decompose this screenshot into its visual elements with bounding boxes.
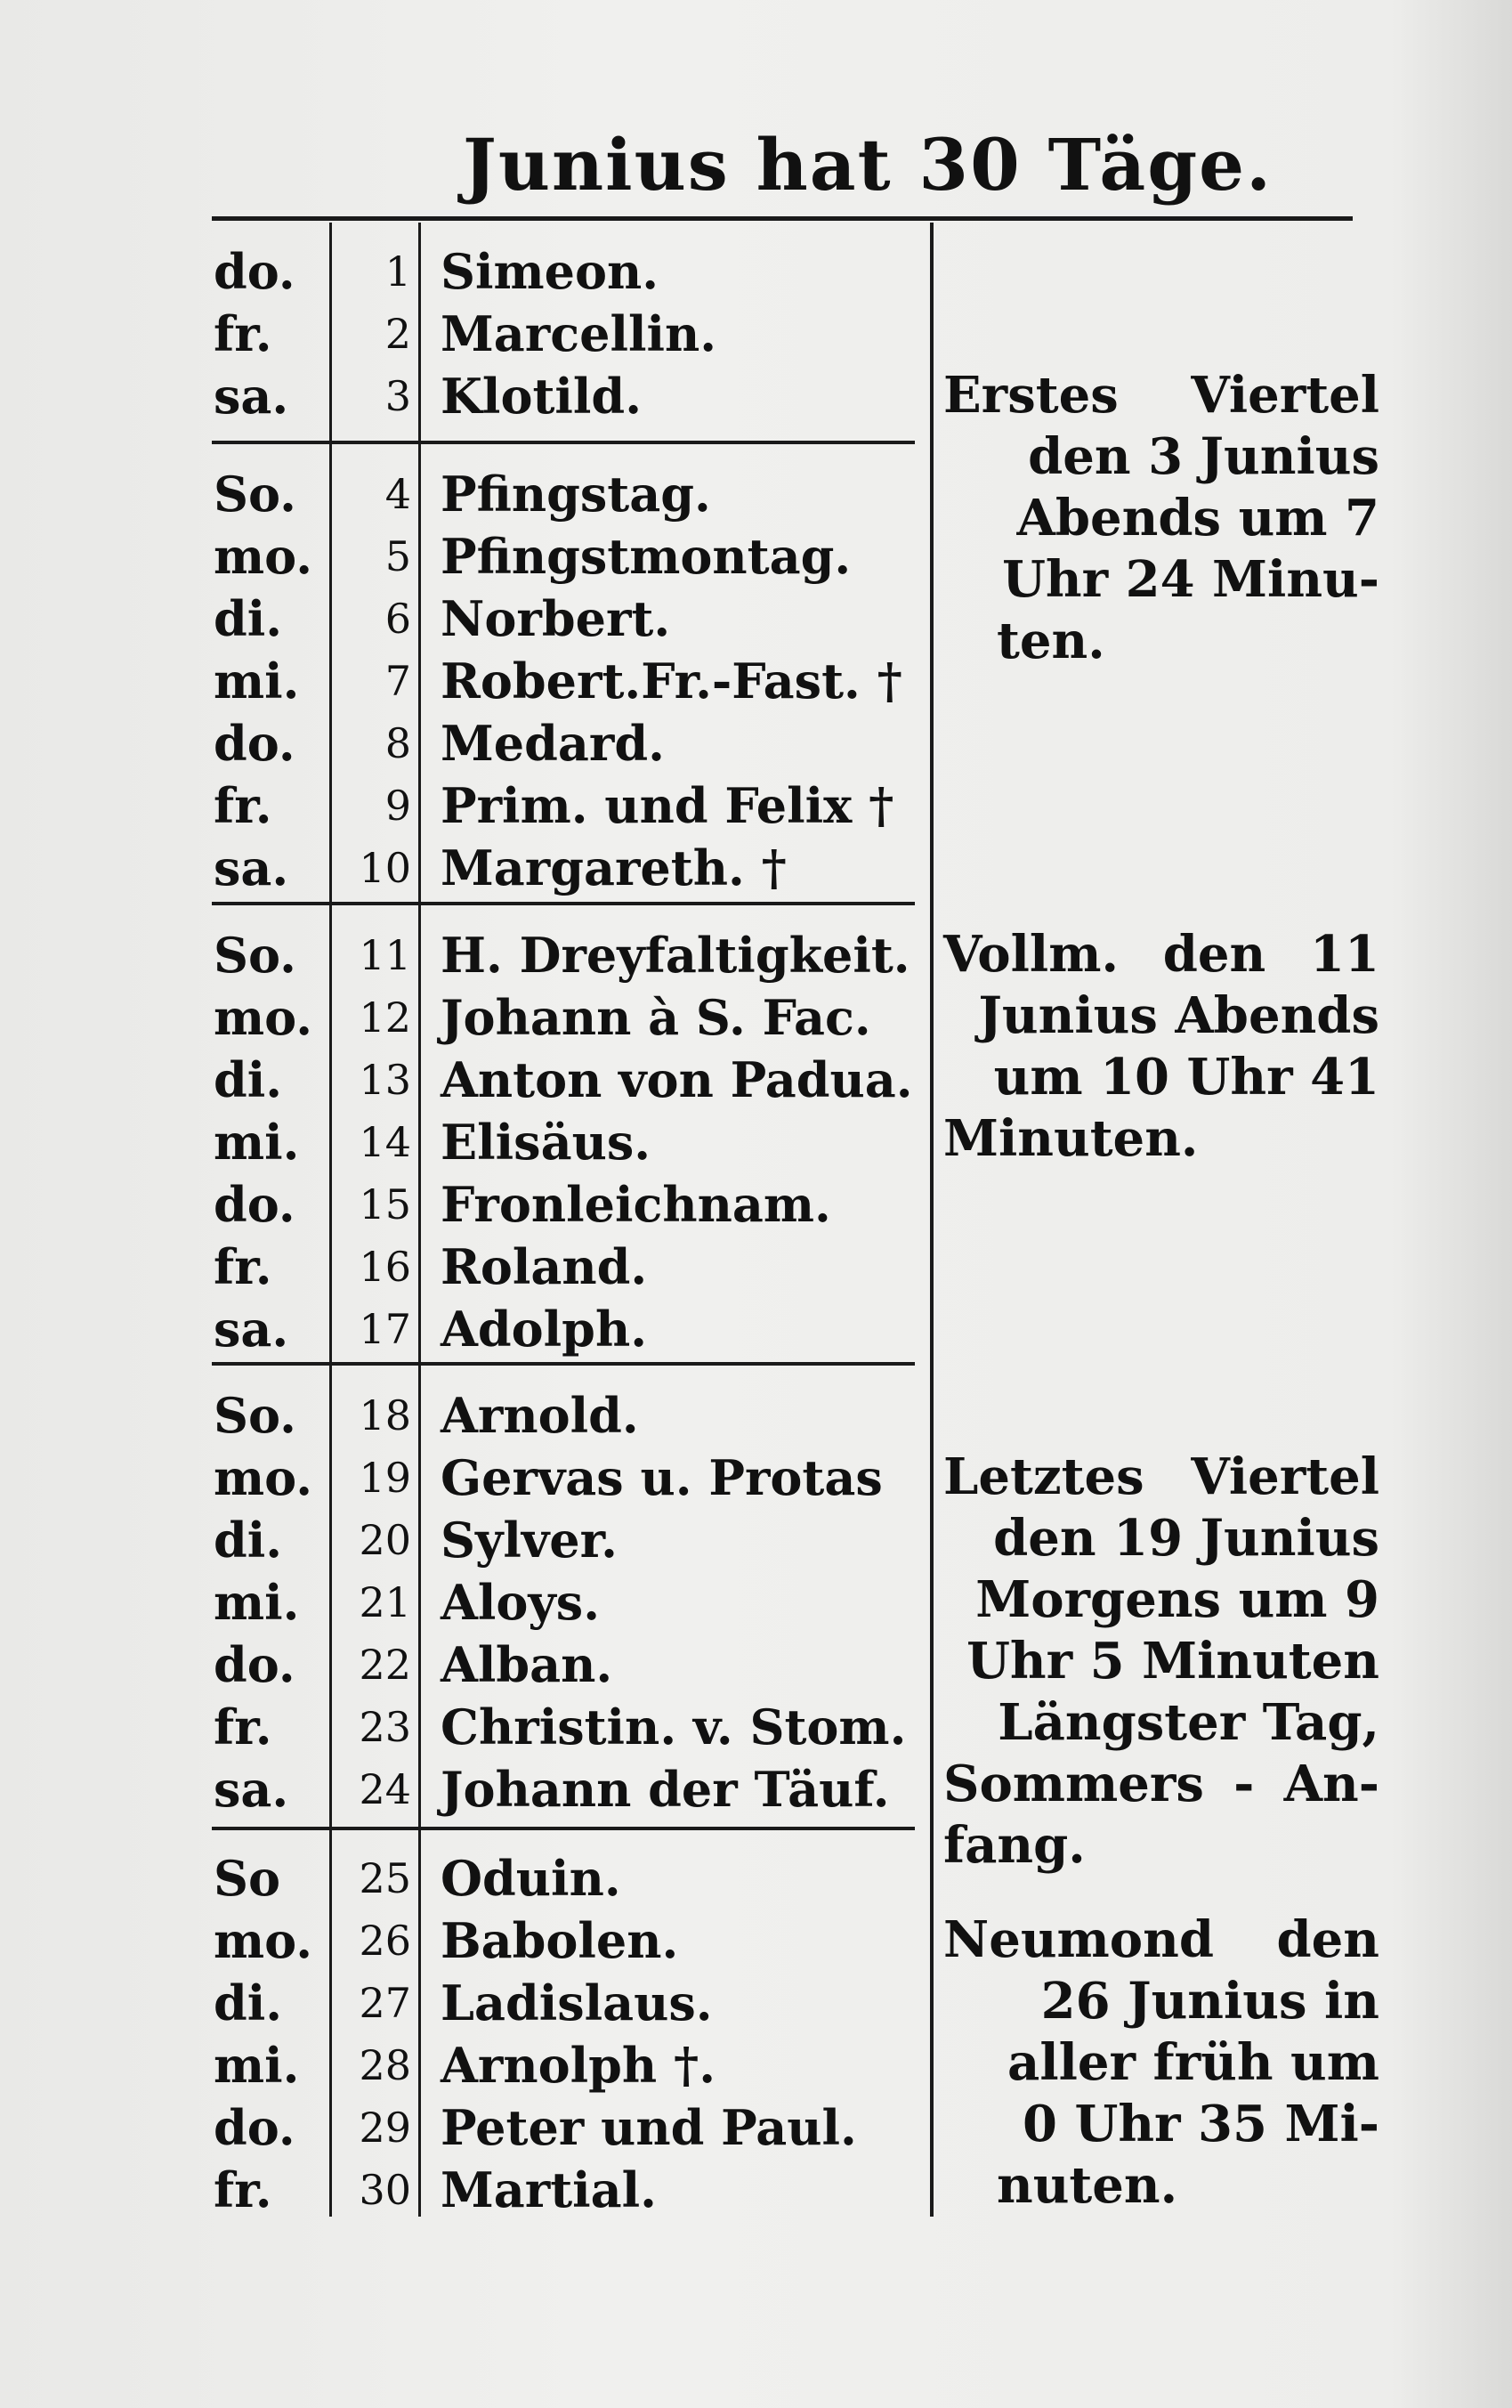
saint-name: Arnold. xyxy=(441,1387,639,1444)
weekday: mo. xyxy=(214,1912,313,1969)
saint-name: Klotild. xyxy=(441,368,642,425)
weekday: fr. xyxy=(214,777,272,834)
saint-name: Babolen. xyxy=(441,1912,679,1969)
week-separator-rule xyxy=(212,1827,915,1830)
weekday: di. xyxy=(214,590,283,647)
note-line: um 10 Uhr 41 xyxy=(993,1048,1379,1107)
calendar-row xyxy=(0,1298,1512,1360)
weekday: do. xyxy=(214,243,295,300)
weekday: mi. xyxy=(214,1114,300,1171)
saint-name: Anton von Padua. xyxy=(441,1051,913,1108)
date-number: 18 xyxy=(359,1391,411,1439)
calendar-row xyxy=(0,837,1512,899)
saint-name: Martial. xyxy=(441,2161,657,2218)
saint-name: Aloys. xyxy=(441,1574,601,1631)
weekday: do. xyxy=(214,1176,295,1233)
date-number: 6 xyxy=(384,595,411,643)
saint-name: Pfingstag. xyxy=(441,466,711,523)
date-number: 15 xyxy=(359,1180,411,1228)
saint-name: Fronleichnam. xyxy=(441,1176,831,1233)
note-line: nuten. xyxy=(997,2156,1178,2215)
date-number: 5 xyxy=(384,532,411,580)
note-line: aller früh um xyxy=(1007,2033,1379,2092)
date-number: 16 xyxy=(359,1243,411,1291)
date-number: 2 xyxy=(384,310,411,358)
date-number: 24 xyxy=(359,1765,411,1813)
saint-name: Marcellin. xyxy=(441,305,717,362)
date-number: 17 xyxy=(359,1305,411,1353)
note-line: Minuten. xyxy=(943,1109,1199,1168)
calendar-row xyxy=(0,1236,1512,1298)
calendar-row xyxy=(0,1173,1512,1236)
note-line: Letztes Viertel xyxy=(943,1447,1379,1506)
date-number: 30 xyxy=(359,2166,411,2214)
date-number: 23 xyxy=(359,1703,411,1751)
date-number: 29 xyxy=(359,2104,411,2152)
saint-name: Medard. xyxy=(441,715,665,772)
date-number: 11 xyxy=(359,931,411,979)
date-number: 22 xyxy=(359,1641,411,1689)
last-quarter-note xyxy=(943,1447,1379,1877)
date-number: 9 xyxy=(384,782,411,830)
date-number: 3 xyxy=(384,372,411,420)
date-number: 21 xyxy=(359,1578,411,1626)
weekday: do. xyxy=(214,715,295,772)
saint-name: Ladislaus. xyxy=(441,1974,713,2031)
note-line: Morgens um 9 xyxy=(975,1570,1379,1629)
note-line: Uhr 24 Minu- xyxy=(1002,550,1379,609)
saint-name: Johann à S. Fac. xyxy=(441,989,871,1046)
calendar-row xyxy=(0,240,1512,303)
weekday: So. xyxy=(214,927,296,984)
weekday: do. xyxy=(214,1636,295,1693)
note-line: Uhr 5 Minuten xyxy=(966,1632,1379,1690)
date-number: 12 xyxy=(359,993,411,1042)
calendar-row xyxy=(0,1384,1512,1447)
weekday: di. xyxy=(214,1051,283,1108)
weekday: mi. xyxy=(214,653,300,709)
saint-name: Simeon. xyxy=(441,243,659,300)
weekday: mo. xyxy=(214,528,313,585)
saint-name: H. Dreyfaltigkeit. xyxy=(441,927,910,984)
date-number: 13 xyxy=(359,1056,411,1104)
calendar-row xyxy=(0,303,1512,365)
saint-name: Christin. v. Stom. xyxy=(441,1699,907,1755)
date-number: 10 xyxy=(359,844,411,892)
saint-name: Sylver. xyxy=(441,1512,618,1569)
date-number: 19 xyxy=(359,1454,411,1502)
note-line: Vollm. den 11 xyxy=(943,925,1379,984)
note-line: ten. xyxy=(997,612,1105,670)
week-separator-rule xyxy=(212,902,915,905)
note-line: Neumond den xyxy=(943,1910,1379,1969)
weekday: mo. xyxy=(214,989,313,1046)
note-line: fang. xyxy=(943,1816,1086,1875)
weekday: So xyxy=(214,1850,281,1907)
first-quarter-note xyxy=(943,365,1379,672)
note-line: den 19 Junius xyxy=(993,1509,1379,1568)
saint-name: Gervas u. Protas xyxy=(441,1449,883,1506)
calendar-row xyxy=(0,712,1512,774)
date-number: 25 xyxy=(359,1854,411,1902)
weekday: sa. xyxy=(214,1761,289,1818)
date-number: 26 xyxy=(359,1917,411,1965)
note-line: Sommers - An- xyxy=(943,1755,1379,1813)
saint-name: Arnolph †. xyxy=(441,2037,716,2094)
page-title: Junius hat 30 Täge. xyxy=(463,123,1273,207)
note-line: Junius Abends xyxy=(978,986,1379,1045)
weekday: mi. xyxy=(214,2037,300,2094)
saint-name: Norbert. xyxy=(441,590,671,647)
weekday: mi. xyxy=(214,1574,300,1631)
weekday: di. xyxy=(214,1974,283,2031)
weekday: So. xyxy=(214,1387,296,1444)
note-line: den 3 Junius xyxy=(1028,427,1379,486)
saint-name: Pfingstmontag. xyxy=(441,528,852,585)
note-line: Längster Tag, xyxy=(998,1693,1379,1752)
saint-name: Elisäus. xyxy=(441,1114,651,1171)
note-line: Abends um 7 xyxy=(1016,489,1379,547)
date-number: 4 xyxy=(384,470,411,518)
weekday: fr. xyxy=(214,2161,272,2218)
week-separator-rule xyxy=(212,441,915,444)
note-line: Erstes Viertel xyxy=(943,366,1379,425)
note-line: 26 Junius in xyxy=(1040,1972,1379,2031)
weekday: fr. xyxy=(214,1699,272,1755)
weekday: fr. xyxy=(214,305,272,362)
saint-name: Oduin. xyxy=(441,1850,621,1907)
weekday: sa. xyxy=(214,368,289,425)
saint-name: Robert.Fr.-Fast. † xyxy=(441,653,902,709)
top-rule xyxy=(212,216,1353,221)
new-moon-note xyxy=(943,1909,1379,2217)
saint-name: Johann der Täuf. xyxy=(441,1761,890,1818)
date-number: 27 xyxy=(359,1979,411,2027)
date-number: 28 xyxy=(359,2041,411,2089)
weekday: do. xyxy=(214,2099,295,2156)
saint-name: Alban. xyxy=(441,1636,613,1693)
weekday: sa. xyxy=(214,1301,289,1358)
weekday: di. xyxy=(214,1512,283,1569)
weekday: So. xyxy=(214,466,296,523)
date-number: 20 xyxy=(359,1516,411,1564)
saint-name: Prim. und Felix † xyxy=(441,777,894,834)
full-moon-note xyxy=(943,924,1379,1170)
saint-name: Adolph. xyxy=(441,1301,648,1358)
date-number: 7 xyxy=(384,657,411,705)
week-separator-rule xyxy=(212,1362,915,1366)
date-number: 1 xyxy=(384,247,411,296)
weekday: mo. xyxy=(214,1449,313,1506)
saint-name: Roland. xyxy=(441,1238,648,1295)
weekday: fr. xyxy=(214,1238,272,1295)
note-line: 0 Uhr 35 Mi- xyxy=(1023,2095,1379,2153)
saint-name: Peter und Paul. xyxy=(441,2099,857,2156)
date-number: 14 xyxy=(359,1118,411,1166)
saint-name: Margareth. † xyxy=(441,839,787,896)
date-number: 8 xyxy=(384,719,411,767)
calendar-row xyxy=(0,774,1512,837)
weekday: sa. xyxy=(214,839,289,896)
